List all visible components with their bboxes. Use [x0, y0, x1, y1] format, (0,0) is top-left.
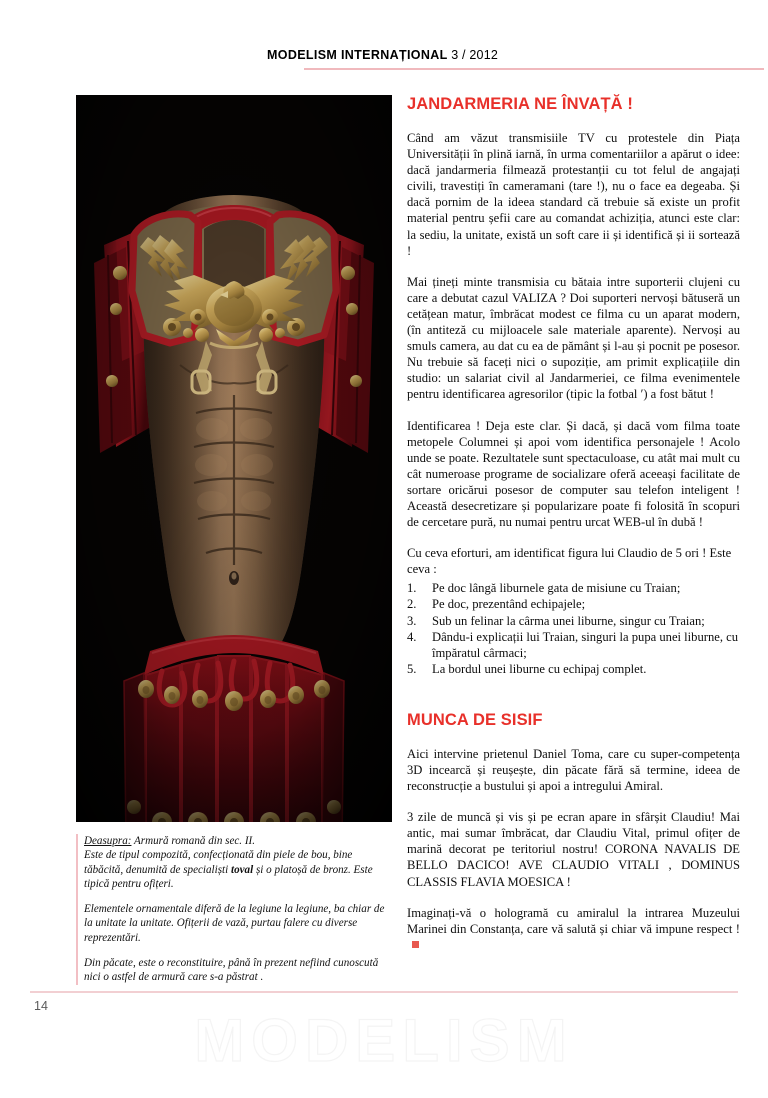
caption-body-after-bold: și o platoșă de bronz. Este tipică pentru ofițeri. — [84, 863, 373, 890]
list-item — [407, 629, 740, 661]
claudio-sightings-list — [407, 580, 740, 677]
list-item-label: Sub un felinar la cârma unei liburne, singur cu Traian; — [432, 613, 705, 628]
article-paragraph-6: 3 zile de muncă și vis și pe ecran apare in sfârșit Claudiu! Mai antic, mai sumar îmbrăcat, dar Claudiu Vital, primul ofițer de marină decorat pe teritoriul nostru! CORONA NAVALIS DE BELLO DACICO! AVE CLAUDIO VITALI , DOMINUS CLASSIS FLAVIA MOESICA ! — [407, 810, 740, 889]
list-item — [407, 580, 740, 596]
list-item-label: Pe doc, prezentând echipajele; — [432, 597, 586, 612]
list-item-label: Dându-i explicații lui Traian, singuri la pupa unei liburne, cu împăratul cârmaci; — [432, 629, 739, 660]
masthead-title — [0, 48, 730, 62]
caption-paragraph-3: Din păcate, este o reconstituire, până în prezent nefiind cunoscută nici o astfel de armură care s-a păstrat . — [84, 957, 379, 984]
article-paragraph-2: Mai țineți minte transmisia cu bătaia intre suporterii clujeni cu care a debutat cazul VALIZA ? Doi suporteri nervoși bătuseră un cetățean matur, îmbrăcat modest ce filma cu un aparat modern, (în antiteză cu mijloacele sale materiale aparente). Nervoși au smuls camera, au dat cu ea de pământ și l-au și pocnit pe posesor. Nu trebuie să faceți nici o supoziție, am primit explicațiile din studio: un salariat civil al Jandarmeriei, ce filma evenimentele pentru identificarea agresorilor (tipic la fotbal ′) a fost bătut ! — [407, 274, 740, 402]
article-paragraph-4: Cu ceva eforturi, am identificat figura lui Claudio de 5 ori ! Este ceva : — [407, 546, 732, 577]
list-item-number: 4. — [407, 629, 417, 644]
list-item-number: 1. — [407, 581, 417, 596]
roman-armour-photo — [76, 95, 392, 822]
article-paragraph-1: Când am văzut transmisiile TV cu protestele din Piața Universității în plină iarnă, în urma comentariilor a apărut o idee: dacă jandarmeria filmează protestanții cu tot felul de angajați civili, travestiți în cameramani (tare !), nu o face ea degeaba. Și dacă pornim de la ideea standard că trebuie să existe un profit material pentru șefii care au comandat achiziția, atunci este clar: la sediu, la unitate, există un soft care ii și identifică și ii sortează ! — [407, 131, 740, 258]
article-heading-munca-de-sisif: MUNCA DE SISIF — [407, 710, 543, 729]
footer-rule — [30, 991, 738, 993]
list-item — [407, 613, 740, 629]
list-item — [407, 661, 740, 677]
caption-body-before-bold: Este de tipul compozită, confecționată din piele de bou, bine tăbăcită, denumită de specialiști — [84, 849, 353, 876]
right-column — [407, 95, 740, 968]
caption-rule — [76, 834, 78, 985]
caption-paragraph-2: Elementele ornamentale diferă de la legiune la legiune, ba chiar de la unitate la unitate. Ofițerii de vază, purtau falere cu diverse reprezentări. — [84, 903, 385, 944]
figure-caption — [76, 834, 392, 985]
list-item-number: 3. — [407, 613, 417, 628]
masthead-magazine-name: MODELISM INTERNAȚIONAL — [267, 48, 448, 62]
page-number: 14 — [34, 999, 48, 1013]
caption-paragraph-1 — [84, 834, 392, 891]
caption-term-toval: toval — [230, 863, 254, 876]
list-item-label: Pe doc lângă liburnele gata de misiune cu Traian; — [432, 581, 681, 596]
modelism-watermark: MODELISM — [194, 1007, 574, 1074]
end-of-article-marker — [412, 941, 419, 948]
article-paragraph-3: Identificarea ! Deja este clar. Și dacă, și dacă vom filma toate metopele Columnei și apoi vom identifica personajele ! Acolo unde se poate. Rezultatele sunt spectaculoase, cu atât mai mult cu cât numeroase programe de socializare oferă aceeași facilitate de sortare oricărui posesor de computer sau telefon inteligent ! Această desecretizare și popularizare poate fi folosită în scopuri de cercetare pură, nu numai pentru urcat WEB-ul în dubă ! — [407, 418, 740, 530]
masthead-rule — [304, 68, 764, 70]
armour-illustration — [76, 95, 392, 822]
left-column — [76, 95, 392, 985]
article-paragraph-5: Aici intervine prietenul Daniel Toma, care cu super-competența 3D incearcă și reușește, din păcate fără să termine, ideea de reconstrucție a bustului și apoi a intregului Amiral. — [407, 746, 740, 794]
list-item — [407, 596, 740, 612]
article-paragraph-7 — [407, 905, 740, 953]
masthead-issue-number: 3 / 2012 — [451, 48, 498, 62]
caption-lead-label: Deasupra: — [84, 835, 132, 847]
page-masthead — [0, 48, 768, 72]
list-item-number: 5. — [407, 661, 417, 676]
article-paragraph-7-text: Imaginați-vă o hologramă cu amiralul la intrarea Muzeului Marinei din Constanța, care vă salută și chiar vă impune respect ! — [407, 905, 740, 936]
caption-title-text: Armură romană din sec. II. — [131, 835, 256, 847]
list-item-number: 2. — [407, 597, 417, 612]
article-heading-jandarmeria: JANDARMERIA NE ÎNVAȚĂ ! — [407, 95, 633, 113]
list-item-label: La bordul unei liburne cu echipaj complet. — [432, 661, 647, 676]
